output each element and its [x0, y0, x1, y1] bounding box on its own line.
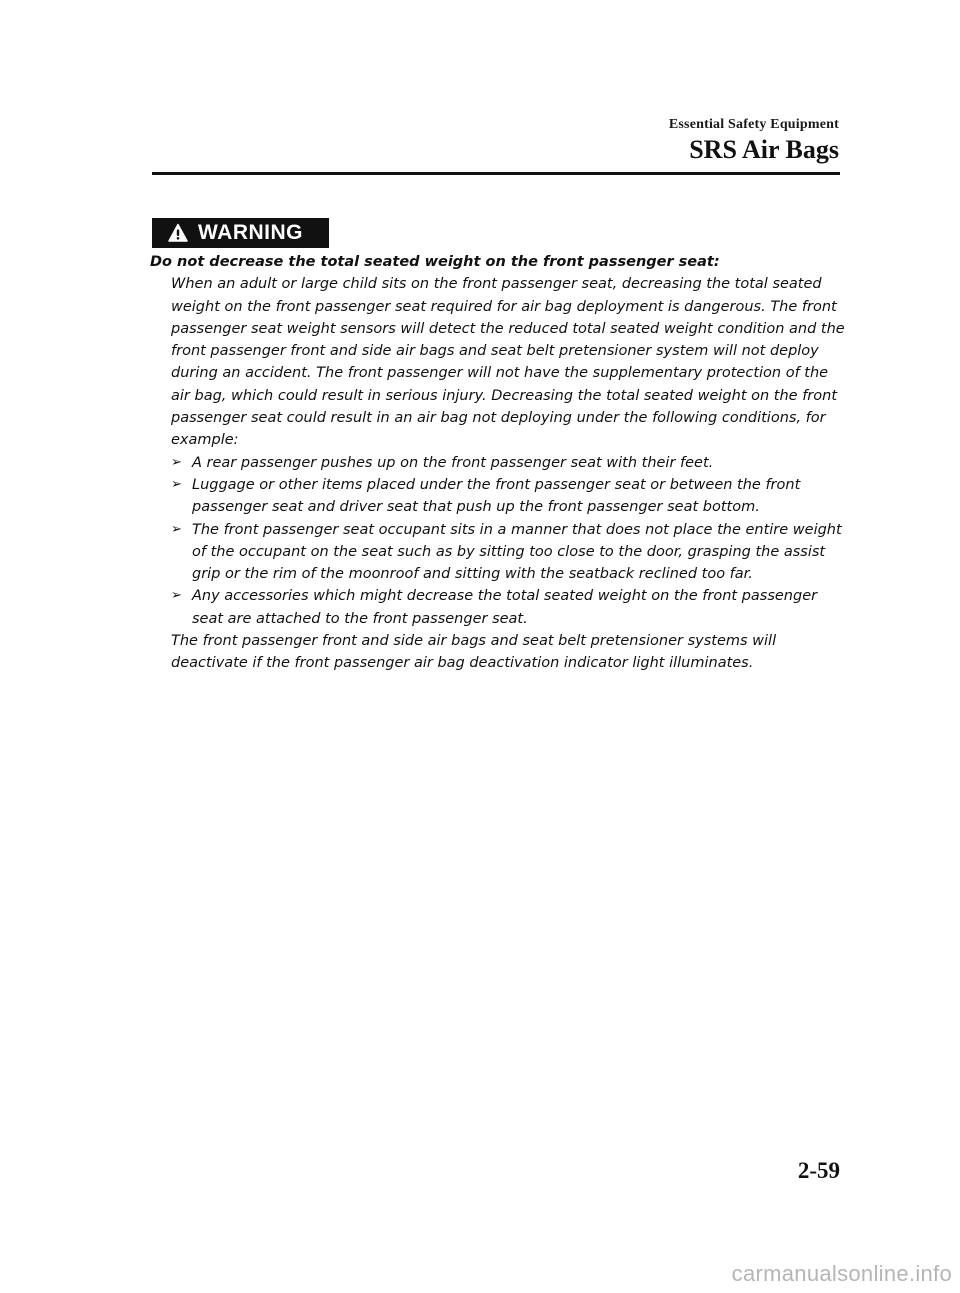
warning-closing: The front passenger front and side air bags and seat belt pretensioner systems will deactivate if the front passenger air bag deactivation indicator light illuminates. — [171, 633, 777, 672]
arrow-bullet-icon: ➢ — [171, 588, 182, 604]
section-label: Essential Safety Equipment — [668, 117, 839, 132]
list-item-text: Any accessories which might decrease the total seated weight on the front passenger seat are attached to the front passenger seat. — [192, 588, 818, 627]
warning-label: WARNING — [198, 221, 303, 244]
watermark-text: carmanualsonline.info — [731, 1261, 952, 1286]
condition-list — [171, 452, 850, 630]
warning-content — [150, 251, 850, 675]
page-header — [669, 117, 839, 165]
list-item — [171, 519, 850, 586]
arrow-bullet-icon: ➢ — [171, 521, 182, 537]
list-item-text: The front passenger seat occupant sits in a manner that does not place the entire weight of the occupant on the seat such as by sitting too close to the door, grasping the assist grip or the rim of the moonroof and sitting with the seatback reclined too far. — [192, 521, 842, 583]
page-number: 2-59 — [797, 1158, 840, 1183]
warning-lead: Do not decrease the total seated weight on the front passenger seat: — [150, 254, 720, 270]
chapter-title: SRS Air Bags — [689, 135, 839, 164]
list-item-text: A rear passenger pushes up on the front passenger seat with their feet. — [192, 454, 714, 471]
list-item-text: Luggage or other items placed under the front passenger seat or between the front passenger seat and driver seat that push up the front passenger seat bottom. — [192, 476, 801, 516]
header-rule — [152, 172, 840, 175]
list-item — [171, 474, 850, 519]
warning-body: When an adult or large child sits on the front passenger seat, decreasing the total seated weight on the front passenger seat required for air bag deployment is dangerous. The front passenger seat weight sensors will detect the reduced total seated weight condition and the front passenger front and side air bags and seat belt pretensioner system will not deploy during an accident. The front passenger will not have the supplementary protection of the air bag, which could result in serious injury. Decreasing the total seated weight on the front passenger seat could result in an air bag not deploying under the following conditions, for example: — [171, 276, 845, 449]
warning-triangle-icon — [168, 223, 188, 243]
warning-badge — [152, 218, 329, 248]
arrow-bullet-icon: ➢ — [171, 454, 182, 470]
arrow-bullet-icon: ➢ — [171, 476, 182, 492]
list-item — [171, 452, 850, 474]
list-item — [171, 585, 850, 630]
